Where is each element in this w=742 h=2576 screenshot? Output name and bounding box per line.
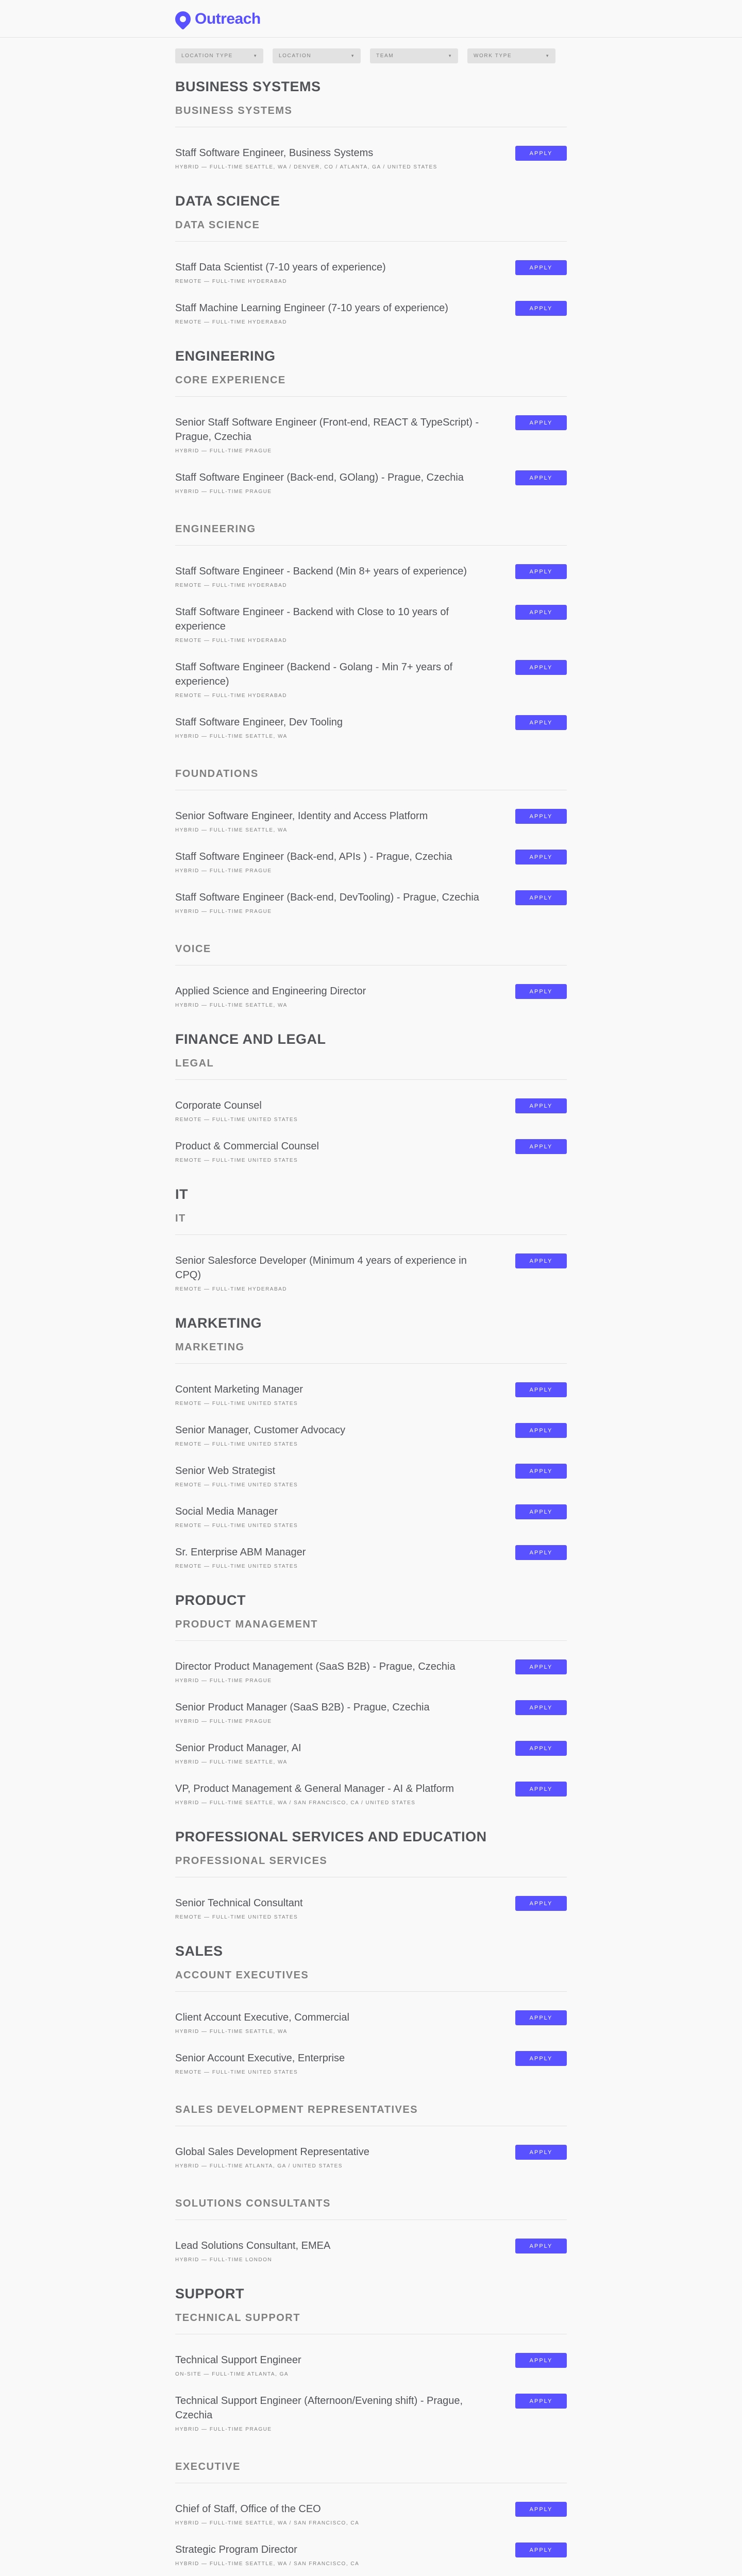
posting-info	[175, 1782, 495, 1806]
posting-info	[175, 2394, 495, 2432]
posting-row	[175, 2543, 567, 2567]
posting-row	[175, 146, 567, 170]
posting-title-link[interactable]: Client Account Executive, Commercial	[175, 2012, 349, 2023]
posting-info	[175, 1545, 495, 1569]
apply-button[interactable]: APPLY	[515, 1659, 567, 1674]
apply-button[interactable]: APPLY	[515, 146, 567, 161]
apply-button[interactable]: APPLY	[515, 1139, 567, 1154]
posting-info	[175, 2051, 495, 2075]
posting-row	[175, 415, 567, 454]
posting-meta: REMOTE — FULL-TIME HYDERABAD	[175, 279, 288, 284]
department-title: BUSINESS SYSTEMS	[175, 79, 321, 94]
posting-title-link[interactable]: Sr. Enterprise ABM Manager	[175, 1547, 306, 1558]
posting-row	[175, 1782, 567, 1806]
filter-team[interactable]	[370, 48, 458, 63]
team-title: VOICE	[175, 943, 567, 965]
posting-title-link[interactable]: Senior Technical Consultant	[175, 1897, 303, 1909]
posting-title-link[interactable]: Staff Machine Learning Engineer (7-10 years of experience)	[175, 302, 448, 314]
posting-meta: REMOTE — FULL-TIME HYDERABAD	[175, 319, 288, 325]
posting-meta: HYBRID — FULL-TIME SEATTLE, WA / SAN FRANCISCO, CA	[175, 2561, 360, 2567]
posting-title-link[interactable]: Staff Software Engineer - Backend with Close to 10 years of experience	[175, 606, 449, 632]
posting-row	[175, 2145, 567, 2169]
apply-button[interactable]: APPLY	[515, 260, 567, 275]
posting-title-link[interactable]: Strategic Program Director	[175, 2544, 297, 2555]
posting-row	[175, 564, 567, 588]
posting-info	[175, 301, 495, 325]
team-title: MARKETING	[175, 1342, 567, 1364]
chevron-down-icon: ▾	[546, 53, 549, 58]
posting-meta: HYBRID — FULL-TIME PRAGUE	[175, 448, 272, 454]
posting-row	[175, 470, 567, 495]
apply-button[interactable]: APPLY	[515, 1896, 567, 1911]
apply-button[interactable]: APPLY	[515, 2051, 567, 2066]
apply-button[interactable]: APPLY	[515, 1741, 567, 1756]
apply-button[interactable]: APPLY	[515, 1382, 567, 1397]
postings-list	[175, 63, 567, 2567]
posting-meta: HYBRID — FULL-TIME LONDON	[175, 2257, 273, 2263]
filter-location-type[interactable]	[175, 48, 263, 63]
department-group	[175, 79, 567, 170]
posting-meta: REMOTE — FULL-TIME UNITED STATES	[175, 1564, 298, 1569]
posting-meta: REMOTE — FULL-TIME UNITED STATES	[175, 1482, 298, 1488]
filter-label: LOCATION	[279, 53, 312, 59]
posting-meta: HYBRID — FULL-TIME SEATTLE, WA	[175, 2029, 288, 2035]
posting-title-link[interactable]: Director Product Management (SaaS B2B) - Prague, Czechia	[175, 1661, 456, 1672]
posting-meta: REMOTE — FULL-TIME UNITED STATES	[175, 2070, 298, 2075]
posting-info	[175, 850, 495, 874]
filter-label: TEAM	[376, 53, 394, 59]
apply-button[interactable]: APPLY	[515, 2543, 567, 2557]
posting-row	[175, 715, 567, 739]
department-group	[175, 193, 567, 325]
team-title: FOUNDATIONS	[175, 768, 567, 790]
department-title: MARKETING	[175, 1315, 262, 1331]
team-title: PRODUCT MANAGEMENT	[175, 1619, 567, 1641]
team-title: IT	[175, 1213, 567, 1235]
apply-button[interactable]: APPLY	[515, 1700, 567, 1715]
posting-row	[175, 605, 567, 643]
posting-info	[175, 2145, 495, 2169]
posting-info	[175, 260, 495, 284]
posting-title-link[interactable]: Staff Data Scientist (7-10 years of experience)	[175, 262, 386, 273]
posting-title-link[interactable]: Product & Commercial Counsel	[175, 1141, 319, 1152]
posting-meta: HYBRID — FULL-TIME PRAGUE	[175, 2427, 272, 2432]
posting-row	[175, 1464, 567, 1488]
team-title: EXECUTIVE	[175, 2461, 567, 2483]
posting-info	[175, 605, 495, 643]
posting-row	[175, 260, 567, 284]
posting-info	[175, 1423, 495, 1447]
posting-row	[175, 1896, 567, 1920]
posting-info	[175, 890, 495, 914]
posting-title-link[interactable]: Technical Support Engineer	[175, 2354, 301, 2366]
filter-bar	[175, 38, 567, 63]
posting-info	[175, 470, 495, 495]
posting-row	[175, 1659, 567, 1684]
posting-title-link[interactable]: Staff Software Engineer - Backend (Min 8+ years of experience)	[175, 566, 467, 577]
apply-button[interactable]: APPLY	[515, 809, 567, 824]
posting-title-link[interactable]: Chief of Staff, Office of the CEO	[175, 2503, 321, 2515]
posting-title-link[interactable]: Staff Software Engineer (Back-end, GOlang) - Prague, Czechia	[175, 472, 464, 483]
posting-info	[175, 1098, 495, 1123]
apply-button[interactable]: APPLY	[515, 470, 567, 485]
apply-button[interactable]: APPLY	[515, 660, 567, 675]
posting-row	[175, 890, 567, 914]
posting-meta: REMOTE — FULL-TIME UNITED STATES	[175, 1401, 298, 1406]
department-group	[175, 348, 567, 1008]
posting-meta: REMOTE — FULL-TIME HYDERABAD	[175, 1286, 288, 1292]
posting-title-link[interactable]: Senior Manager, Customer Advocacy	[175, 1425, 346, 1436]
apply-button[interactable]: APPLY	[515, 2353, 567, 2368]
apply-button[interactable]: APPLY	[515, 1253, 567, 1268]
posting-info	[175, 715, 495, 739]
filter-location[interactable]	[273, 48, 361, 63]
posting-meta: HYBRID — FULL-TIME PRAGUE	[175, 909, 272, 914]
posting-row	[175, 2502, 567, 2526]
apply-button[interactable]: APPLY	[515, 2145, 567, 2160]
posting-row	[175, 1253, 567, 1292]
posting-info	[175, 1139, 495, 1163]
posting-meta: HYBRID — FULL-TIME SEATTLE, WA	[175, 1003, 288, 1008]
chevron-down-icon: ▾	[448, 53, 452, 58]
filter-label: LOCATION TYPE	[181, 53, 233, 59]
department-group	[175, 1031, 567, 1163]
apply-button[interactable]: APPLY	[515, 1423, 567, 1438]
posting-title-link[interactable]: Global Sales Development Representative	[175, 2146, 369, 2158]
apply-button[interactable]: APPLY	[515, 1464, 567, 1479]
outreach-logo-icon	[172, 8, 194, 29]
posting-info	[175, 2502, 495, 2526]
posting-title-link[interactable]: Staff Software Engineer (Back-end, APIs ) - Prague, Czechia	[175, 851, 452, 862]
posting-meta: REMOTE — FULL-TIME HYDERABAD	[175, 638, 288, 643]
posting-row	[175, 1741, 567, 1765]
posting-row	[175, 809, 567, 833]
department-title: SUPPORT	[175, 2286, 245, 2301]
apply-button[interactable]: APPLY	[515, 1545, 567, 1560]
team-title: LEGAL	[175, 1058, 567, 1080]
team-title: DATA SCIENCE	[175, 219, 567, 242]
department-title: DATA SCIENCE	[175, 193, 280, 209]
posting-meta: REMOTE — FULL-TIME UNITED STATES	[175, 1158, 298, 1163]
apply-button[interactable]: APPLY	[515, 301, 567, 316]
posting-row	[175, 2239, 567, 2263]
apply-button[interactable]: APPLY	[515, 850, 567, 865]
filter-work-type[interactable]	[467, 48, 555, 63]
apply-button[interactable]: APPLY	[515, 2394, 567, 2409]
posting-title-link[interactable]: Content Marketing Manager	[175, 1384, 303, 1395]
posting-meta: HYBRID — FULL-TIME PRAGUE	[175, 489, 272, 495]
logo-text: Outreach	[195, 10, 261, 27]
posting-title-link[interactable]: Senior Staff Software Engineer (Front-end, REACT & TypeScript) - Prague, Czechia	[175, 417, 479, 443]
top-bar	[0, 0, 742, 38]
apply-button[interactable]: APPLY	[515, 890, 567, 905]
posting-meta: HYBRID — FULL-TIME SEATTLE, WA	[175, 1759, 288, 1765]
posting-info	[175, 2010, 495, 2035]
posting-info	[175, 2239, 495, 2263]
posting-row	[175, 984, 567, 1008]
department-group	[175, 1592, 567, 1806]
posting-row	[175, 2353, 567, 2377]
posting-meta: HYBRID — FULL-TIME PRAGUE	[175, 1719, 272, 1724]
department-group	[175, 2286, 567, 2567]
posting-meta: HYBRID — FULL-TIME SEATTLE, WA / DENVER, CO / ATLANTA, GA / UNITED STATES	[175, 164, 437, 170]
posting-title-link[interactable]: Staff Software Engineer, Business Systems	[175, 147, 374, 159]
department-title: PROFESSIONAL SERVICES AND EDUCATION	[175, 1829, 487, 1844]
posting-info	[175, 1741, 495, 1765]
department-group	[175, 1315, 567, 1569]
posting-info	[175, 1382, 495, 1406]
posting-meta: REMOTE — FULL-TIME UNITED STATES	[175, 1117, 298, 1123]
posting-meta: HYBRID — FULL-TIME PRAGUE	[175, 1678, 272, 1684]
posting-info	[175, 1464, 495, 1488]
apply-button[interactable]: APPLY	[515, 1098, 567, 1113]
posting-title-link[interactable]: Senior Account Executive, Enterprise	[175, 2053, 345, 2064]
posting-row	[175, 2051, 567, 2075]
posting-info	[175, 564, 495, 588]
posting-info	[175, 1504, 495, 1529]
apply-button[interactable]: APPLY	[515, 984, 567, 999]
posting-info	[175, 1700, 495, 1724]
posting-info	[175, 660, 495, 699]
posting-meta: HYBRID — FULL-TIME PRAGUE	[175, 868, 272, 874]
posting-row	[175, 1423, 567, 1447]
posting-info	[175, 1896, 495, 1920]
apply-button[interactable]: APPLY	[515, 415, 567, 430]
posting-row	[175, 301, 567, 325]
department-group	[175, 1187, 567, 1292]
team-title: SALES DEVELOPMENT REPRESENTATIVES	[175, 2104, 567, 2126]
posting-title-link[interactable]: Applied Science and Engineering Director	[175, 986, 366, 997]
posting-row	[175, 1098, 567, 1123]
posting-meta: HYBRID — FULL-TIME SEATTLE, WA	[175, 827, 288, 833]
posting-row	[175, 850, 567, 874]
posting-meta: REMOTE — FULL-TIME UNITED STATES	[175, 1914, 298, 1920]
posting-title-link[interactable]: VP, Product Management & General Manager - AI & Platform	[175, 1783, 454, 1794]
department-title: PRODUCT	[175, 1592, 246, 1608]
posting-title-link[interactable]: Senior Salesforce Developer (Minimum 4 years of experience in CPQ)	[175, 1255, 467, 1281]
team-title: PROFESSIONAL SERVICES	[175, 1855, 567, 1877]
posting-row	[175, 1700, 567, 1724]
department-group	[175, 1943, 567, 2263]
posting-info	[175, 1253, 495, 1292]
outreach-logo[interactable]	[175, 10, 261, 28]
posting-row	[175, 2394, 567, 2432]
posting-row	[175, 2010, 567, 2035]
posting-meta: HYBRID — FULL-TIME ATLANTA, GA / UNITED STATES	[175, 2163, 343, 2169]
department-title: SALES	[175, 1943, 223, 1959]
team-title: SOLUTIONS CONSULTANTS	[175, 2198, 567, 2220]
posting-meta: HYBRID — FULL-TIME SEATTLE, WA / SAN FRANCISCO, CA / UNITED STATES	[175, 1800, 416, 1806]
department-title: IT	[175, 1187, 188, 1202]
apply-button[interactable]: APPLY	[515, 605, 567, 620]
posting-meta: ON-SITE — FULL-TIME ATLANTA, GA	[175, 2371, 289, 2377]
apply-button[interactable]: APPLY	[515, 564, 567, 579]
team-title: ACCOUNT EXECUTIVES	[175, 1970, 567, 1992]
posting-meta: REMOTE — FULL-TIME HYDERABAD	[175, 693, 288, 699]
chevron-down-icon: ▾	[254, 53, 257, 58]
posting-title-link[interactable]: Technical Support Engineer (Afternoon/Evening shift) - Prague, Czechia	[175, 2395, 463, 2421]
posting-title-link[interactable]: Corporate Counsel	[175, 1100, 262, 1111]
apply-button[interactable]: APPLY	[515, 1504, 567, 1519]
team-title: CORE EXPERIENCE	[175, 375, 567, 397]
department-title: ENGINEERING	[175, 348, 276, 364]
apply-button[interactable]: APPLY	[515, 2239, 567, 2253]
posting-title-link[interactable]: Senior Software Engineer, Identity and Access Platform	[175, 810, 428, 822]
posting-info	[175, 146, 495, 170]
posting-title-link[interactable]: Staff Software Engineer (Backend - Golang - Min 7+ years of experience)	[175, 662, 453, 687]
apply-button[interactable]: APPLY	[515, 1782, 567, 1797]
posting-title-link[interactable]: Social Media Manager	[175, 1506, 278, 1517]
posting-info	[175, 2353, 495, 2377]
posting-row	[175, 1504, 567, 1529]
posting-meta: REMOTE — FULL-TIME UNITED STATES	[175, 1442, 298, 1447]
posting-title-link[interactable]: Senior Web Strategist	[175, 1465, 276, 1477]
posting-title-link[interactable]: Staff Software Engineer (Back-end, DevTooling) - Prague, Czechia	[175, 892, 479, 903]
department-title: FINANCE AND LEGAL	[175, 1031, 326, 1047]
team-title: BUSINESS SYSTEMS	[175, 105, 567, 127]
posting-info	[175, 2543, 495, 2567]
posting-info	[175, 984, 495, 1008]
posting-meta: REMOTE — FULL-TIME UNITED STATES	[175, 1523, 298, 1529]
apply-button[interactable]: APPLY	[515, 715, 567, 730]
posting-title-link[interactable]: Staff Software Engineer, Dev Tooling	[175, 717, 343, 728]
team-title: ENGINEERING	[175, 523, 567, 546]
posting-info	[175, 415, 495, 454]
department-group	[175, 1829, 567, 1920]
posting-row	[175, 1139, 567, 1163]
apply-button[interactable]: APPLY	[515, 2502, 567, 2517]
posting-row	[175, 660, 567, 699]
chevron-down-icon: ▾	[351, 53, 355, 58]
posting-meta: REMOTE — FULL-TIME HYDERABAD	[175, 583, 288, 588]
posting-title-link[interactable]: Senior Product Manager, AI	[175, 1742, 301, 1754]
filter-label: WORK TYPE	[474, 53, 512, 59]
posting-meta: HYBRID — FULL-TIME SEATTLE, WA / SAN FRANCISCO, CA	[175, 2520, 360, 2526]
posting-title-link[interactable]: Lead Solutions Consultant, EMEA	[175, 2240, 331, 2251]
posting-info	[175, 1659, 495, 1684]
team-title: TECHNICAL SUPPORT	[175, 2312, 567, 2334]
posting-row	[175, 1545, 567, 1569]
apply-button[interactable]: APPLY	[515, 2010, 567, 2025]
posting-info	[175, 809, 495, 833]
posting-row	[175, 1382, 567, 1406]
posting-meta: HYBRID — FULL-TIME SEATTLE, WA	[175, 734, 288, 739]
posting-title-link[interactable]: Senior Product Manager (SaaS B2B) - Prague, Czechia	[175, 1702, 430, 1713]
